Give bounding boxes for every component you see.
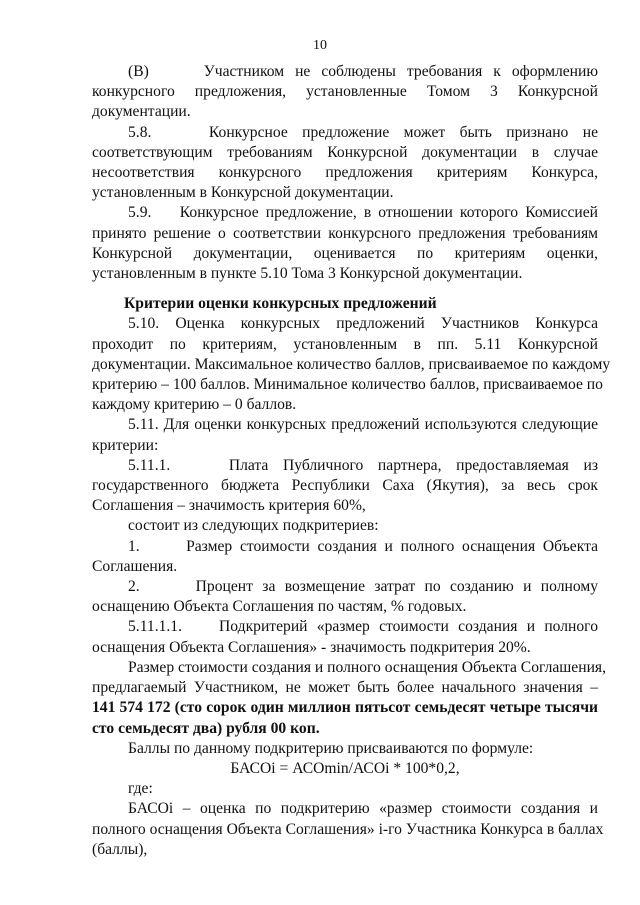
text-line: БАСОi – оценка по подкритерию «размер стоимости создания и xyxy=(128,800,598,818)
text-line: 141 574 172 (сто сорок один миллион пятьсот семьдесят четыре тысячи xyxy=(92,699,598,717)
text-line: 5.9. Конкурсное предложение, в отношении которого Комиссией xyxy=(128,204,598,222)
text-line: принято решение о соответствии конкурсного предложения требованиям xyxy=(92,224,598,242)
text-line: состоит из следующих подкритериев: xyxy=(128,517,379,535)
text-line: 5.11.1.1. Подкритерий «размер стоимости создания и полного xyxy=(128,618,598,636)
text-line: установленным в Конкурсной документации. xyxy=(92,184,394,202)
text-line: 5.11. Для оценки конкурсных предложений используются следующие xyxy=(128,416,598,434)
text-line: критерии: xyxy=(92,436,159,454)
text-line: документации. xyxy=(92,103,191,121)
text-line: полного оснащения Объекта Соглашения» i-го Участника Конкурса в баллах xyxy=(92,820,604,838)
text-line: каждому критерию – 0 баллов. xyxy=(92,396,297,414)
text-line: 2. Процент за возмещение затрат по созданию и полному xyxy=(128,578,598,596)
text-line: Размер стоимости создания и полного оснащения Объекта Соглашения, xyxy=(128,658,606,676)
text-line: оснащению Объекта Соглашения по частям, % годовых. xyxy=(92,598,467,616)
text-line: Конкурсной документации, оценивается по критериям оценки, xyxy=(92,244,598,262)
page-number: 10 xyxy=(313,38,327,53)
text-line: соответствующим требованиям Конкурсной документации в случае xyxy=(92,143,598,161)
text-line: проходит по критериям, установленным в пп. 5.11 Конкурсной xyxy=(92,335,598,353)
text-line: конкурсного предложения, установленные Томом 3 Конкурсной xyxy=(92,83,598,101)
text-line: предлагаемый Участником, не может быть более начального значения – xyxy=(92,679,598,697)
text-line: (B) Участником не соблюдены требования к оформлению xyxy=(128,63,598,80)
text-line: сто семьдесят два) рубля 00 коп. xyxy=(92,719,320,737)
section-heading: Критерии оценки конкурсных предложений xyxy=(124,295,437,313)
text-line: 5.10. Оценка конкурсных предложений Участников Конкурса xyxy=(128,315,598,333)
text-line: Баллы по данному подкритерию присваиваются по формуле: xyxy=(128,739,534,757)
document-body xyxy=(92,62,611,860)
text-line: Соглашения – значимость критерия 60%, xyxy=(92,497,366,515)
text-line: 1. Размер стоимости создания и полного оснащения Объекта xyxy=(128,537,598,555)
text-line: 5.8. Конкурсное предложение может быть признано не xyxy=(128,123,598,141)
text-line: где: xyxy=(128,780,153,798)
formula-line: БАСОi = АСОmin/АСОi * 100*0,2, xyxy=(230,759,460,777)
text-line: (баллы), xyxy=(92,840,148,858)
spacer xyxy=(92,284,598,294)
text-line: Соглашения. xyxy=(92,557,178,575)
text-line: оснащения Объекта Соглашения» - значимость подкритерия 20%. xyxy=(92,638,531,656)
text-line: документации. Максимальное количество баллов, присваиваемое по каждому xyxy=(92,355,611,373)
text-line: установленным в пункте 5.10 Тома 3 Конкурсной документации. xyxy=(92,265,523,283)
text-line: критерию – 100 баллов. Минимальное количество баллов, присваиваемое по xyxy=(92,376,603,394)
text-line: государственного бюджета Республики Саха (Якутия), за весь срок xyxy=(92,477,598,495)
text-line: 5.11.1. Плата Публичного партнера, предоставляемая из xyxy=(128,456,598,474)
text-line: несоответствия конкурсного предложения критериям Конкурса, xyxy=(92,164,598,182)
